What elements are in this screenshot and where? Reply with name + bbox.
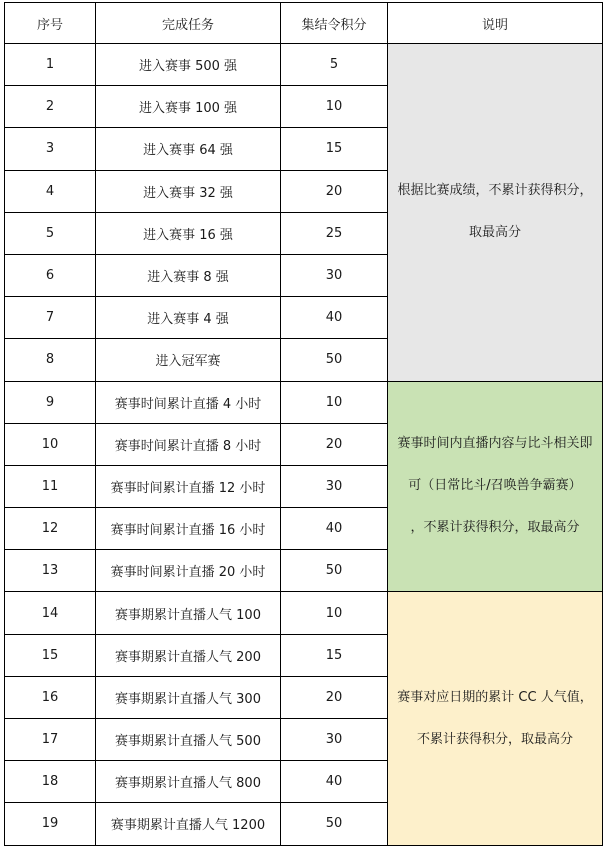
- row-points: 30: [281, 254, 388, 296]
- row-points: 25: [281, 212, 388, 254]
- row-points: 40: [281, 761, 388, 803]
- row-points: 20: [281, 423, 388, 465]
- row-task: 赛事时间累计直播 16 小时: [96, 508, 281, 550]
- row-index: 7: [5, 297, 96, 339]
- row-points: 50: [281, 803, 388, 845]
- row-task: 赛事时间累计直播 12 小时: [96, 465, 281, 507]
- row-task: 赛事时间累计直播 20 小时: [96, 550, 281, 592]
- row-points: 5: [281, 44, 388, 86]
- row-index: 6: [5, 254, 96, 296]
- row-task: 赛事期累计直播人气 200: [96, 634, 281, 676]
- row-task: 进入赛事 16 强: [96, 212, 281, 254]
- row-points: 20: [281, 676, 388, 718]
- row-points: 40: [281, 508, 388, 550]
- row-points: 50: [281, 339, 388, 381]
- row-index: 9: [5, 381, 96, 423]
- row-task: 赛事时间累计直播 8 小时: [96, 423, 281, 465]
- row-index: 5: [5, 212, 96, 254]
- row-task: 赛事期累计直播人气 500: [96, 719, 281, 761]
- row-points: 40: [281, 297, 388, 339]
- row-index: 11: [5, 465, 96, 507]
- note-streaming-hours: 赛事时间内直播内容与比斗相关即 可（日常比斗/召唤兽争霸赛） ，不累计获得积分，取最高分: [388, 381, 603, 592]
- row-task: 进入赛事 32 强: [96, 170, 281, 212]
- points-table: [4, 2, 603, 846]
- row-task: 赛事期累计直播人气 100: [96, 592, 281, 634]
- row-points: 15: [281, 128, 388, 170]
- row-index: 3: [5, 128, 96, 170]
- row-index: 16: [5, 676, 96, 718]
- row-points: 20: [281, 170, 388, 212]
- row-index: 10: [5, 423, 96, 465]
- note-popularity: 赛事对应日期的累计 CC 人气值， 不累计获得积分，取最高分: [388, 592, 603, 845]
- row-points: 30: [281, 465, 388, 507]
- header-index: 序号: [5, 3, 96, 44]
- row-task: 进入赛事 500 强: [96, 44, 281, 86]
- row-points: 50: [281, 550, 388, 592]
- header-note: 说明: [388, 3, 603, 44]
- row-index: 1: [5, 44, 96, 86]
- header-row: [5, 3, 603, 44]
- row-index: 4: [5, 170, 96, 212]
- row-index: 14: [5, 592, 96, 634]
- row-index: 17: [5, 719, 96, 761]
- row-index: 2: [5, 86, 96, 128]
- row-points: 10: [281, 592, 388, 634]
- row-task: 赛事期累计直播人气 800: [96, 761, 281, 803]
- table-row: [5, 381, 603, 423]
- row-task: 进入赛事 64 强: [96, 128, 281, 170]
- header-points: 集结令积分: [281, 3, 388, 44]
- row-index: 8: [5, 339, 96, 381]
- row-index: 15: [5, 634, 96, 676]
- row-index: 19: [5, 803, 96, 845]
- row-points: 30: [281, 719, 388, 761]
- row-task: 进入赛事 8 强: [96, 254, 281, 296]
- row-index: 18: [5, 761, 96, 803]
- row-points: 15: [281, 634, 388, 676]
- note-ranking: 根据比赛成绩，不累计获得积分， 取最高分: [388, 44, 603, 382]
- row-task: 赛事期累计直播人气 1200: [96, 803, 281, 845]
- table-row: [5, 592, 603, 634]
- row-index: 12: [5, 508, 96, 550]
- table-row: [5, 44, 603, 86]
- row-task: 赛事期累计直播人气 300: [96, 676, 281, 718]
- row-points: 10: [281, 381, 388, 423]
- row-task: 进入赛事 4 强: [96, 297, 281, 339]
- header-task: 完成任务: [96, 3, 281, 44]
- row-task: 进入冠军赛: [96, 339, 281, 381]
- row-task: 进入赛事 100 强: [96, 86, 281, 128]
- row-index: 13: [5, 550, 96, 592]
- row-task: 赛事时间累计直播 4 小时: [96, 381, 281, 423]
- row-points: 10: [281, 86, 388, 128]
